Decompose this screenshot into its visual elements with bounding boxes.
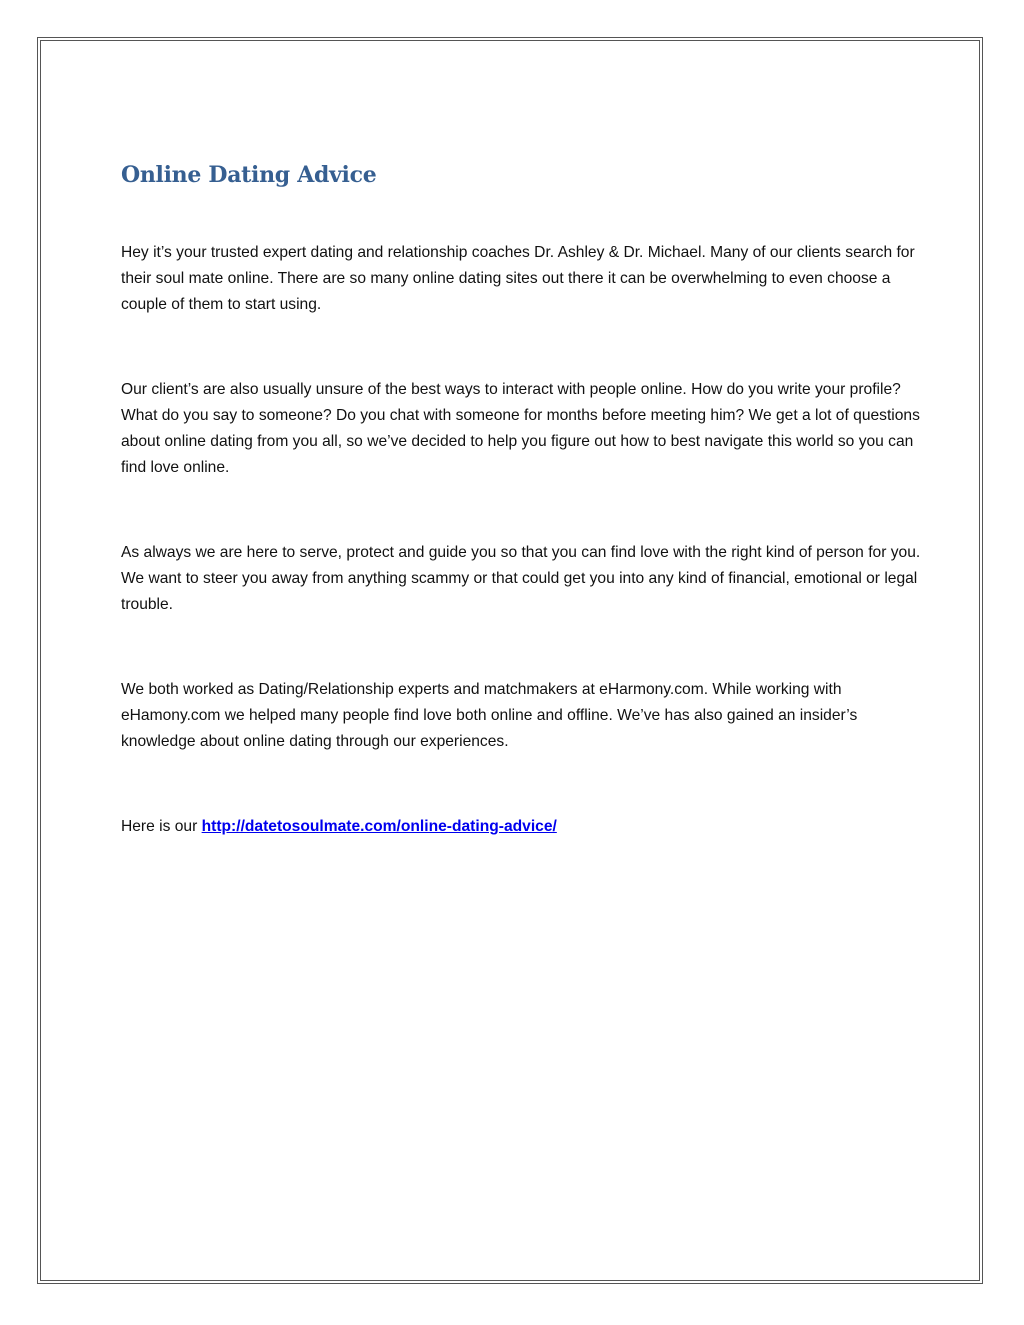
paragraph-link-line (121, 814, 921, 840)
paragraph-mission: As always we are here to serve, protect and guide you so that you can find love with the right kind of person for you. We want to steer you away from anything scammy or that could get you into any kind of financial, emotional or legal trouble. (121, 544, 921, 613)
advice-link[interactable]: http://datetosoulmate.com/online-dating-advice/ (201, 818, 557, 835)
document-title: Online Dating Advice (121, 162, 377, 188)
link-prefix: Here is our (121, 818, 202, 835)
paragraph-intro: Hey it’s your trusted expert dating and relationship coaches Dr. Ashley & Dr. Michael. Many of our clients search for their soul mate online. There are so many online dating sites out there it can be overwhelming to even choose a couple of them to start using. (121, 244, 915, 313)
document-body (121, 160, 921, 840)
paragraph-experience: We both worked as Dating/Relationship experts and matchmakers at eHarmony.com. While working with eHamony.com we helped many people find love both online and offline. We’ve has also gained an insider’s knowledge about online dating through our experiences. (121, 681, 858, 750)
paragraph-clients: Our client’s are also usually unsure of the best ways to interact with people online. How do you write your profile? What do you say to someone? Do you chat with someone for months before meeting him? We get a lot of questions about online dating from you all, so we’ve decided to help you figure out how to best navigate this world so you can find love online. (121, 381, 920, 476)
